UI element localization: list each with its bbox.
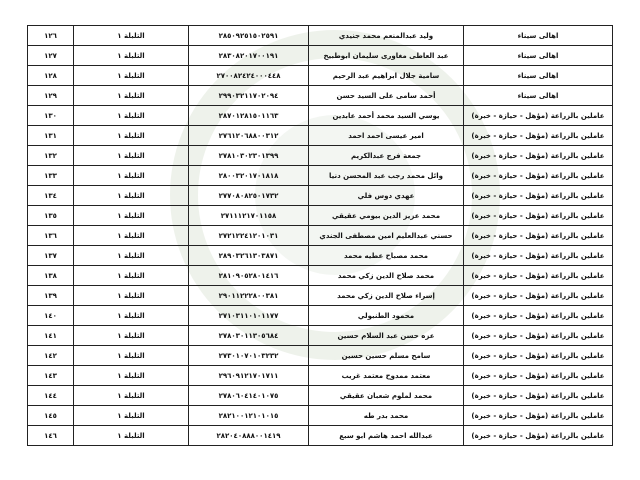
cell-serial-number: ١٣٠ xyxy=(28,106,74,126)
cell-national-id: ٢٧٨١٠٣٠٢٣٠١٣٩٩ xyxy=(189,146,309,166)
cell-national-id: ٢٩٠١١٢٢٢٨٠٠٣٨١ xyxy=(189,286,309,306)
cell-serial-number: ١٤٣ xyxy=(28,366,74,386)
cell-category: عاملين بالزراعة (مؤهل - حيازة - خبرة) xyxy=(464,386,613,406)
cell-national-id: ٢٨٠٠٣٢٠١٧٠١٨١٨ xyxy=(189,166,309,186)
table-row xyxy=(28,246,613,266)
cell-category: عاملين بالزراعة (مؤهل - حيازة - خبرة) xyxy=(464,326,613,346)
table-row xyxy=(28,406,613,426)
cell-serial-number: ١٤٤ xyxy=(28,386,74,406)
cell-serial-number: ١٢٧ xyxy=(28,46,74,66)
cell-batch: التلبلة ١ xyxy=(74,26,189,46)
cell-national-id: ٢٨٣٠٨٢٠١٧٠٠١٩١ xyxy=(189,46,309,66)
cell-name: محمود الطنبولي xyxy=(309,306,464,326)
cell-category: عاملين بالزراعة (مؤهل - حيازة - خبرة) xyxy=(464,186,613,206)
cell-batch: التلبلة ١ xyxy=(74,126,189,146)
cell-national-id: ٢٨٧٠١٢٨١٥٠١١٦٣ xyxy=(189,106,309,126)
cell-serial-number: ١٤٢ xyxy=(28,346,74,366)
table-row xyxy=(28,46,613,66)
table-row xyxy=(28,226,613,246)
cell-batch: التلبلة ١ xyxy=(74,426,189,446)
cell-category: عاملين بالزراعة (مؤهل - حيازة - خبرة) xyxy=(464,426,613,446)
cell-name: حسني عبدالعليم امين مصطفى الجندي xyxy=(309,226,464,246)
cell-category: عاملين بالزراعة (مؤهل - حيازة - خبرة) xyxy=(464,106,613,126)
cell-national-id: ٢٧٨٠٣٠١١٣٠٥٦٨٤ xyxy=(189,326,309,346)
cell-national-id: ٢٧٨٠٦٠٤١٤٠١٠٧٥ xyxy=(189,386,309,406)
cell-category: اهالى سيناء xyxy=(464,46,613,66)
cell-name: سامح مسلم حسين حسين xyxy=(309,346,464,366)
table-row xyxy=(28,326,613,346)
cell-serial-number: ١٣٦ xyxy=(28,226,74,246)
cell-category: عاملين بالزراعة (مؤهل - حيازة - خبرة) xyxy=(464,126,613,146)
cell-batch: التلبلة ١ xyxy=(74,66,189,86)
table-row xyxy=(28,386,613,406)
cell-name: إسراء صلاح الدين زكي محمد xyxy=(309,286,464,306)
cell-name: عهدي دوس فلي xyxy=(309,186,464,206)
table-row xyxy=(28,366,613,386)
cell-national-id: ٢٨٢٠٤٠٨٨٨٠٠١٤١٩ xyxy=(189,426,309,446)
cell-serial-number: ١٤١ xyxy=(28,326,74,346)
cell-category: اهالى سيناء xyxy=(464,66,613,86)
cell-serial-number: ١٣٩ xyxy=(28,286,74,306)
cell-category: عاملين بالزراعة (مؤهل - حيازة - خبرة) xyxy=(464,246,613,266)
cell-batch: التلبلة ١ xyxy=(74,226,189,246)
cell-batch: التلبلة ١ xyxy=(74,366,189,386)
cell-batch: التلبلة ١ xyxy=(74,406,189,426)
cell-national-id: ٢٨١٠٩٠٥٢٨٠١٤١٦ xyxy=(189,266,309,286)
cell-national-id: ٢٧٢١٢٢٤١٢٠١٠٣١ xyxy=(189,226,309,246)
cell-name: معتمد ممدوح معتمد غريب xyxy=(309,366,464,386)
cell-batch: التلبلة ١ xyxy=(74,86,189,106)
cell-name: وليد عبدالمنعم محمد جنيدي xyxy=(309,26,464,46)
table-row xyxy=(28,186,613,206)
cell-name: عبد العاطى مغاورى سليمان ابوطبيخ xyxy=(309,46,464,66)
cell-batch: التلبلة ١ xyxy=(74,46,189,66)
cell-name: محمد بدر طه xyxy=(309,406,464,426)
cell-batch: التلبلة ١ xyxy=(74,106,189,126)
table-row xyxy=(28,106,613,126)
cell-batch: التلبلة ١ xyxy=(74,266,189,286)
cell-national-id: ٢٨٥٠٩٢٥١٥٠٢٥٩١ xyxy=(189,26,309,46)
cell-serial-number: ١٣٢ xyxy=(28,146,74,166)
cell-serial-number: ١٣١ xyxy=(28,126,74,146)
cell-serial-number: ١٣٣ xyxy=(28,166,74,186)
cell-national-id: ٢٨٩٠٣٢٦١٣٠٣٨٧١ xyxy=(189,246,309,266)
table-row xyxy=(28,266,613,286)
cell-serial-number: ١٤٠ xyxy=(28,306,74,326)
cell-batch: التلبلة ١ xyxy=(74,386,189,406)
cell-batch: التلبلة ١ xyxy=(74,286,189,306)
cell-national-id: ٢٨٢١٠٠١٢١٠١٠١٥ xyxy=(189,406,309,426)
cell-batch: التلبلة ١ xyxy=(74,306,189,326)
table-row xyxy=(28,146,613,166)
cell-batch: التلبلة ١ xyxy=(74,246,189,266)
cell-name: محمد لملوم شعبان عقيقي xyxy=(309,386,464,406)
cell-serial-number: ١٣٨ xyxy=(28,266,74,286)
table-row xyxy=(28,346,613,366)
cell-name: عبدالله احمد هاشم ابو سبع xyxy=(309,426,464,446)
cell-name: جمعة فرج عبدالكريم xyxy=(309,146,464,166)
cell-category: عاملين بالزراعة (مؤهل - حيازة - خبرة) xyxy=(464,346,613,366)
cell-national-id: ٢٧٦١٢٠٦٨٨٠٠٣١٢ xyxy=(189,126,309,146)
cell-serial-number: ١٤٥ xyxy=(28,406,74,426)
table-row xyxy=(28,426,613,446)
cell-national-id: ٢٧٣٠١٠٧٠١٠٣٢٣٢ xyxy=(189,346,309,366)
cell-name: وائل محمد رجب عبد المحسن دنيا xyxy=(309,166,464,186)
table-row xyxy=(28,166,613,186)
cell-batch: التلبلة ١ xyxy=(74,146,189,166)
cell-name: امير عيسى احمد احمد xyxy=(309,126,464,146)
cell-serial-number: ١٢٩ xyxy=(28,86,74,106)
cell-batch: التلبلة ١ xyxy=(74,166,189,186)
cell-name: محمد عزيز الدين بيومي عقيقي xyxy=(309,206,464,226)
cell-name: عزه حسن عبد السلام حسين xyxy=(309,326,464,346)
cell-name: يوسي السيد محمد أحمد عابدين xyxy=(309,106,464,126)
cell-name: محمد مصباح عطيه محمد xyxy=(309,246,464,266)
cell-serial-number: ١٢٦ xyxy=(28,26,74,46)
cell-national-id: ٢٧٧٠٨٠٨٢٥٠١٧٣٢ xyxy=(189,186,309,206)
cell-serial-number: ١٣٤ xyxy=(28,186,74,206)
cell-name: محمد صلاح الدين زكي محمد xyxy=(309,266,464,286)
cell-name: سامية جلال ابراهيم عبد الرحيم xyxy=(309,66,464,86)
table-row xyxy=(28,26,613,46)
cell-category: اهالى سيناء xyxy=(464,86,613,106)
table-row xyxy=(28,66,613,86)
cell-serial-number: ١٤٦ xyxy=(28,426,74,446)
cell-batch: التلبلة ١ xyxy=(74,346,189,366)
cell-serial-number: ١٢٨ xyxy=(28,66,74,86)
cell-batch: التلبلة ١ xyxy=(74,186,189,206)
cell-national-id: ٢٧١١١٢١٧٠١١٥٨ xyxy=(189,206,309,226)
table-row xyxy=(28,86,613,106)
cell-category: عاملين بالزراعة (مؤهل - حيازة - خبرة) xyxy=(464,286,613,306)
table-row xyxy=(28,286,613,306)
cell-category: عاملين بالزراعة (مؤهل - حيازة - خبرة) xyxy=(464,406,613,426)
cell-national-id: ٢٧٠٠٨٢٤٢٤٠٠٠٤٤٨ xyxy=(189,66,309,86)
cell-category: عاملين بالزراعة (مؤهل - حيازة - خبرة) xyxy=(464,166,613,186)
cell-batch: التلبلة ١ xyxy=(74,326,189,346)
cell-category: اهالى سيناء xyxy=(464,26,613,46)
cell-category: عاملين بالزراعة (مؤهل - حيازة - خبرة) xyxy=(464,266,613,286)
cell-batch: التلبلة ١ xyxy=(74,206,189,226)
cell-category: عاملين بالزراعة (مؤهل - حيازة - خبرة) xyxy=(464,366,613,386)
records-table-body xyxy=(28,26,613,446)
table-row xyxy=(28,306,613,326)
cell-name: أحمد سامى على السيد حسن xyxy=(309,86,464,106)
cell-serial-number: ١٣٥ xyxy=(28,206,74,226)
cell-serial-number: ١٣٧ xyxy=(28,246,74,266)
cell-national-id: ٢٩٦٠٩١٢١٧٠١٧١١ xyxy=(189,366,309,386)
cell-category: عاملين بالزراعة (مؤهل - حيازة - خبرة) xyxy=(464,226,613,246)
cell-category: عاملين بالزراعة (مؤهل - حيازة - خبرة) xyxy=(464,306,613,326)
cell-category: عاملين بالزراعة (مؤهل - حيازة - خبرة) xyxy=(464,146,613,166)
cell-national-id: ٢٩٩٠٣٢١١٧٠٢٠٩٤ xyxy=(189,86,309,106)
table-row xyxy=(28,206,613,226)
table-row xyxy=(28,126,613,146)
cell-national-id: ٢٧١٠٣١١٠١٠١١٧٧ xyxy=(189,306,309,326)
cell-category: عاملين بالزراعة (مؤهل - حيازة - خبرة) xyxy=(464,206,613,226)
records-table xyxy=(27,25,613,446)
